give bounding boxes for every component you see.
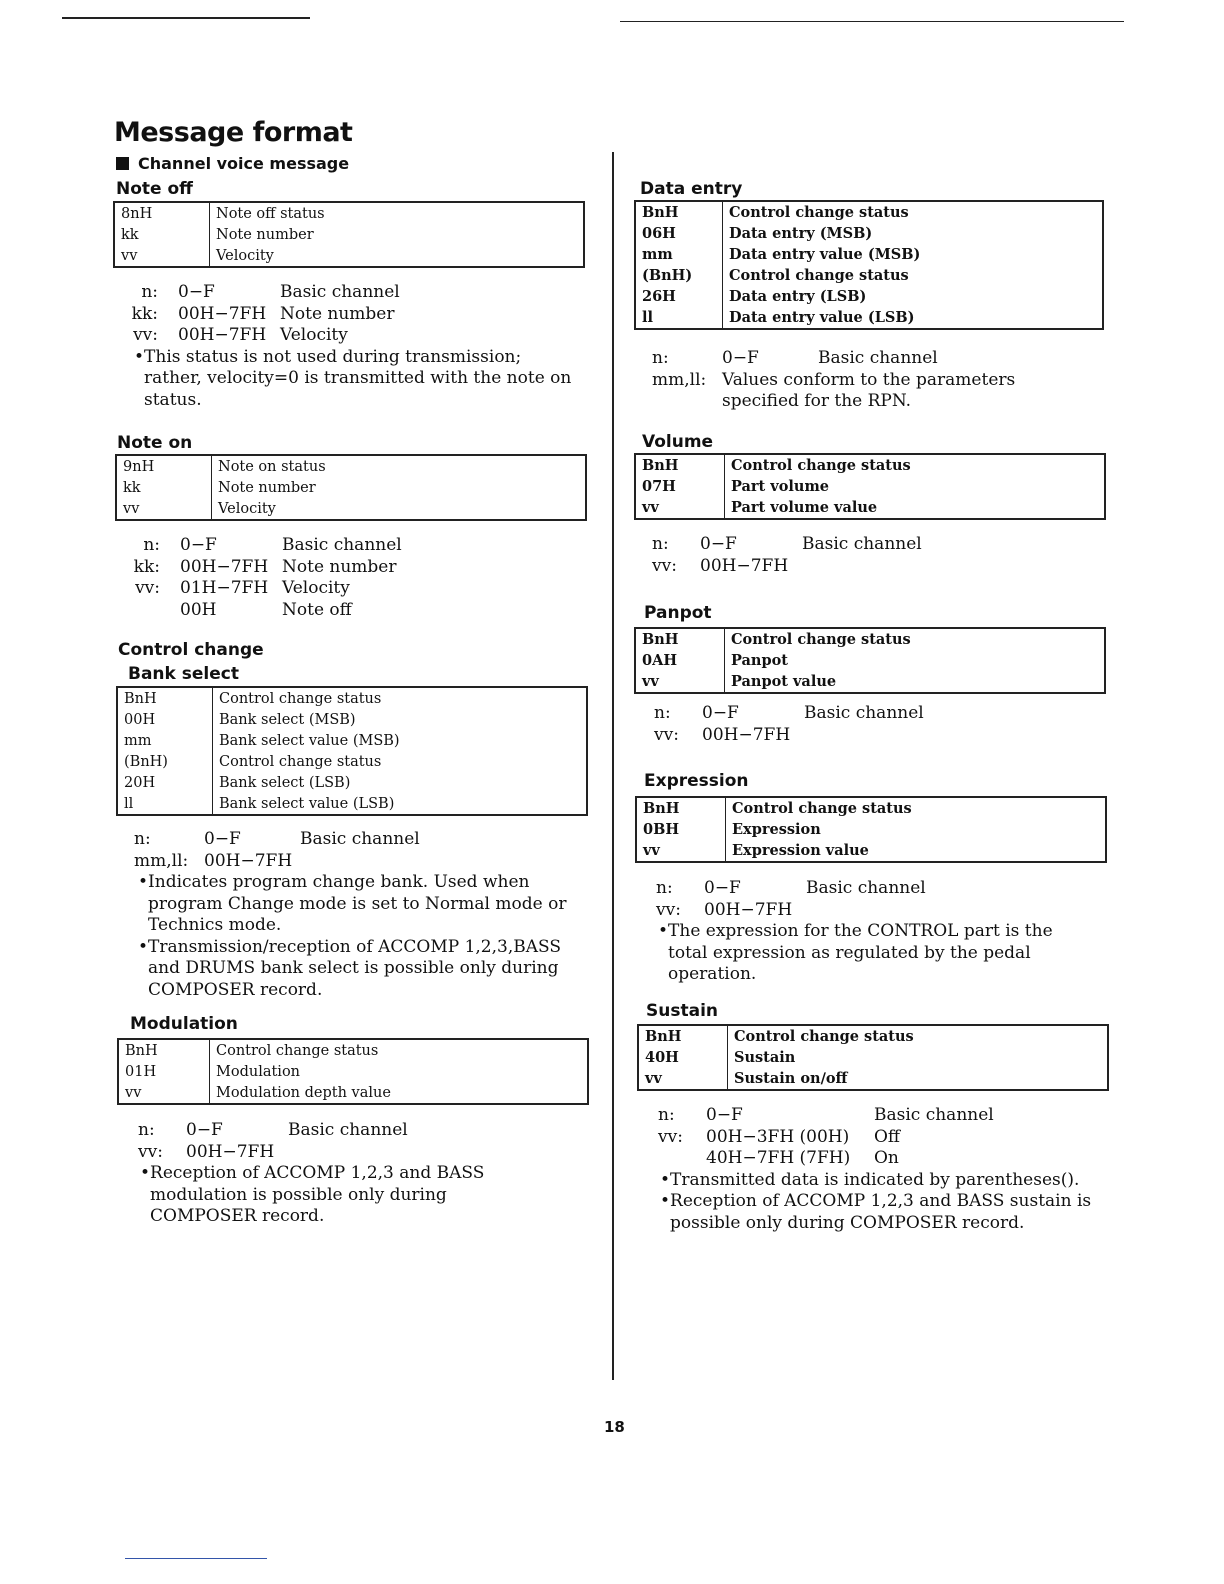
note-off-table — [113, 201, 585, 268]
section-heading-expression: Expression — [644, 771, 749, 791]
table-row — [118, 1061, 588, 1082]
param-row — [658, 1148, 1108, 1170]
table-cell: Bank select (MSB) — [219, 711, 356, 728]
table-row — [635, 201, 1103, 223]
data-entry-params — [652, 348, 1102, 413]
param-range: 00H−7FH — [702, 724, 791, 745]
column-divider — [612, 152, 614, 1380]
table-cell: Data entry value (MSB) — [729, 246, 921, 263]
table-cell: Control change status — [731, 631, 911, 648]
sustain-params — [658, 1105, 1108, 1234]
square-bullet-icon — [116, 157, 129, 170]
param-row — [128, 325, 578, 347]
table-cell: Note number — [216, 226, 314, 243]
param-meaning: Basic channel — [802, 534, 922, 554]
param-key: vv: — [133, 325, 158, 345]
table-cell: kk — [116, 477, 212, 498]
param-row — [654, 725, 1104, 747]
table-cell: Modulation depth value — [216, 1084, 391, 1101]
table-cell: Panpot value — [731, 673, 837, 690]
param-range: 01H−7FH — [180, 578, 269, 598]
param-row — [656, 878, 1106, 900]
table-cell: Control change status — [216, 1042, 379, 1059]
param-key: vv: — [652, 555, 677, 576]
section-heading-bank-select: Bank select — [128, 664, 239, 684]
table-cell: Note on status — [218, 458, 326, 475]
table-cell: BnH — [636, 797, 726, 819]
param-row — [138, 1120, 588, 1142]
param-range: 00H−7FH — [180, 556, 269, 577]
table-cell: vv — [638, 1068, 728, 1090]
table-row — [635, 286, 1103, 307]
table-cell: vv — [635, 671, 725, 693]
param-key: n: — [141, 282, 158, 302]
table-cell: vv — [635, 497, 725, 519]
param-range: 0−F — [700, 534, 737, 554]
param-range: 00H−7FH — [178, 325, 267, 345]
table-cell: 9nH — [116, 455, 212, 477]
table-row — [635, 454, 1105, 476]
param-key — [652, 391, 722, 413]
param-meaning: Off — [874, 1126, 901, 1147]
table-row — [635, 244, 1103, 265]
param-meaning: Basic channel — [818, 348, 938, 368]
table-cell: mm — [117, 730, 213, 751]
table-cell: Velocity — [218, 500, 276, 517]
table-cell: Bank select value (LSB) — [219, 795, 395, 812]
param-key: n: — [138, 1120, 155, 1140]
param-range: 0−F — [722, 348, 759, 368]
table-row — [635, 223, 1103, 244]
param-meaning: Basic channel — [806, 878, 926, 898]
table-row — [638, 1047, 1108, 1068]
sustain-table — [637, 1024, 1109, 1091]
param-row — [138, 1142, 588, 1164]
table-cell: 20H — [117, 772, 213, 793]
param-range: specified for the RPN. — [722, 391, 912, 411]
param-range: Values conform to the parameters — [722, 369, 1016, 390]
table-row — [118, 1082, 588, 1104]
table-row — [117, 793, 587, 815]
table-row — [635, 497, 1105, 519]
param-range: 40H−7FH (7FH) — [706, 1148, 851, 1168]
note-text: •Reception of ACCOMP 1,2,3 and BASS modulation is possible only during COMPOSER record. — [140, 1163, 485, 1226]
param-row — [652, 534, 1102, 556]
table-row — [116, 477, 586, 498]
bank-select-table — [116, 686, 588, 816]
top-rule-right — [620, 21, 1124, 22]
param-range: 00H — [180, 599, 217, 620]
section-heading-sustain: Sustain — [646, 1001, 718, 1021]
table-row — [635, 650, 1105, 671]
param-meaning: Basic channel — [282, 535, 402, 555]
table-cell: Part volume — [731, 478, 830, 495]
param-row — [658, 1105, 1108, 1127]
table-cell: Velocity — [216, 247, 274, 264]
param-key — [658, 1148, 706, 1170]
page-number: 18 — [604, 1418, 625, 1436]
param-row — [130, 600, 580, 622]
param-row — [130, 578, 580, 600]
modulation-table — [117, 1038, 589, 1105]
param-row — [130, 557, 580, 579]
param-key: mm,ll: — [652, 369, 707, 390]
param-key: n: — [658, 1105, 675, 1125]
param-row — [652, 370, 1102, 392]
note-text: •The expression for the CONTROL part is the total expression as regulated by the pedal operation. — [658, 921, 1053, 984]
param-range: 00H−7FH — [178, 303, 267, 324]
param-key: vv: — [656, 899, 681, 920]
table-row — [636, 840, 1106, 862]
param-key: vv: — [654, 724, 679, 745]
param-row — [134, 829, 594, 851]
param-row — [652, 348, 1102, 370]
table-cell: ll — [635, 307, 723, 329]
table-cell: (BnH) — [117, 751, 213, 772]
table-row — [114, 202, 584, 224]
param-key — [130, 600, 160, 622]
param-key: n: — [134, 829, 151, 849]
note-on-table — [115, 454, 587, 521]
table-cell: BnH — [638, 1025, 728, 1047]
volume-table — [634, 453, 1106, 520]
table-cell: Data entry value (LSB) — [729, 309, 915, 326]
param-meaning: Basic channel — [300, 829, 420, 849]
param-range: 0−F — [702, 703, 739, 723]
note-text: •Transmission∕reception of ACCOMP 1,2,3,BASS and DRUMS bank select is possible only during COMPOSER record. — [138, 936, 561, 1000]
table-row — [114, 224, 584, 245]
table-cell: Control change status — [734, 1028, 914, 1045]
table-row — [118, 1039, 588, 1061]
param-row — [128, 304, 578, 326]
table-cell: Part volume value — [731, 499, 878, 516]
table-cell: Modulation — [216, 1063, 301, 1080]
param-key: kk: — [133, 556, 160, 577]
subtitle — [116, 154, 349, 173]
table-row — [117, 709, 587, 730]
section-heading-volume: Volume — [642, 432, 714, 452]
table-cell: 06H — [635, 223, 723, 244]
table-cell: vv — [116, 498, 212, 520]
param-range: 0−F — [178, 282, 215, 302]
top-rule — [62, 17, 310, 19]
table-row — [116, 455, 586, 477]
note-text: •This status is not used during transmission; rather, velocity=0 is transmitted with the note on status. — [134, 346, 572, 410]
param-range: 0−F — [204, 829, 241, 849]
table-cell: BnH — [635, 454, 725, 476]
table-cell: vv — [114, 245, 210, 267]
param-meaning: Basic channel — [280, 282, 400, 302]
note-on-params — [130, 535, 580, 621]
table-row — [638, 1068, 1108, 1090]
table-cell: Control change status — [732, 800, 912, 817]
table-cell: Note off status — [216, 205, 325, 222]
table-row — [117, 687, 587, 709]
param-range: 0−F — [180, 535, 217, 555]
param-row — [658, 1127, 1108, 1149]
param-range: 0−F — [186, 1120, 223, 1140]
table-cell: 26H — [635, 286, 723, 307]
param-key: n: — [656, 878, 673, 898]
param-key: kk: — [131, 303, 158, 324]
param-row — [130, 535, 580, 557]
panpot-params — [654, 703, 1104, 746]
table-row — [117, 730, 587, 751]
table-cell: Note number — [218, 479, 316, 496]
note-text: •Indicates program change bank. Used when program Change mode is set to Normal mode or Technics mode. — [138, 872, 567, 935]
param-key: vv: — [135, 578, 160, 598]
table-cell: Data entry (LSB) — [729, 288, 867, 305]
table-cell: Control change status — [729, 267, 909, 284]
param-range: 00H−3FH (00H) — [706, 1126, 850, 1147]
table-cell: BnH — [117, 687, 213, 709]
expression-params — [656, 878, 1106, 986]
param-key: n: — [652, 348, 669, 368]
table-row — [638, 1025, 1108, 1047]
data-entry-table — [634, 200, 1104, 330]
section-heading-control-change: Control change — [118, 640, 264, 660]
table-row — [635, 671, 1105, 693]
bank-select-params — [134, 829, 594, 1001]
section-heading-note-on: Note on — [117, 433, 193, 453]
section-heading-panpot: Panpot — [644, 603, 712, 623]
param-range: 00H−7FH — [704, 899, 793, 920]
table-cell: BnH — [635, 201, 723, 223]
table-cell: (BnH) — [635, 265, 723, 286]
bottom-rule — [125, 1558, 267, 1559]
param-range: 0−F — [704, 878, 741, 898]
table-cell: Sustain — [734, 1049, 796, 1066]
param-range: 00H−7FH — [700, 555, 789, 576]
param-range: 0−F — [706, 1105, 743, 1125]
table-cell: Control change status — [731, 457, 911, 474]
table-row — [636, 819, 1106, 840]
note-text: •Transmitted data is indicated by parentheses(). — [660, 1169, 1080, 1190]
param-meaning: Basic channel — [288, 1120, 408, 1140]
modulation-params — [138, 1120, 588, 1228]
param-range: 00H−7FH — [204, 850, 293, 871]
table-cell: BnH — [635, 628, 725, 650]
table-cell: Control change status — [219, 690, 382, 707]
param-key: n: — [652, 534, 669, 554]
table-row — [117, 772, 587, 793]
table-row — [636, 797, 1106, 819]
panpot-table — [634, 627, 1106, 694]
table-cell: vv — [118, 1082, 210, 1104]
table-cell: 0AH — [635, 650, 725, 671]
table-cell: 0BH — [636, 819, 726, 840]
param-row — [128, 282, 578, 304]
subtitle-text: Channel voice message — [138, 154, 350, 173]
param-key: mm,ll: — [134, 850, 189, 871]
param-meaning: Basic channel — [874, 1105, 994, 1125]
table-row — [114, 245, 584, 267]
table-cell: 01H — [118, 1061, 210, 1082]
table-row — [635, 307, 1103, 329]
expression-table — [635, 796, 1107, 863]
note-text: •Reception of ACCOMP 1,2,3 and BASS sustain is possible only during COMPOSER record. — [660, 1191, 1092, 1233]
table-cell: 00H — [117, 709, 213, 730]
param-row — [656, 900, 1106, 922]
param-key: vv: — [658, 1126, 683, 1147]
section-heading-modulation: Modulation — [130, 1014, 238, 1034]
table-cell: 40H — [638, 1047, 728, 1068]
table-cell: kk — [114, 224, 210, 245]
table-cell: Control change status — [729, 204, 909, 221]
param-key: n: — [143, 535, 160, 555]
param-row — [134, 851, 594, 873]
param-meaning: Basic channel — [804, 703, 924, 723]
table-row — [635, 628, 1105, 650]
param-meaning: Note number — [280, 303, 395, 324]
page-title: Message format — [114, 117, 353, 148]
param-row — [654, 703, 1104, 725]
table-cell: 07H — [635, 476, 725, 497]
param-row — [652, 391, 1102, 413]
table-row — [116, 498, 586, 520]
table-cell: Expression — [732, 821, 821, 838]
table-cell: mm — [635, 244, 723, 265]
param-row — [652, 556, 1102, 578]
table-cell: Sustain on∕off — [734, 1070, 848, 1087]
table-cell: vv — [636, 840, 726, 862]
param-meaning: On — [874, 1148, 899, 1168]
volume-params — [652, 534, 1102, 577]
param-key: n: — [654, 703, 671, 723]
section-heading-data-entry: Data entry — [640, 179, 743, 199]
note-off-params — [128, 282, 578, 411]
table-cell: Bank select (LSB) — [219, 774, 351, 791]
param-meaning: Velocity — [282, 578, 350, 598]
table-cell: Expression value — [732, 842, 869, 859]
table-cell: Data entry (MSB) — [729, 225, 873, 242]
param-key: vv: — [138, 1141, 163, 1162]
table-row — [635, 476, 1105, 497]
table-cell: BnH — [118, 1039, 210, 1061]
section-heading-note-off: Note off — [116, 179, 193, 199]
table-cell: Panpot — [731, 652, 788, 669]
table-row — [117, 751, 587, 772]
table-cell: 8nH — [114, 202, 210, 224]
table-cell: Control change status — [219, 753, 382, 770]
param-meaning: Velocity — [280, 325, 348, 345]
param-range: 00H−7FH — [186, 1141, 275, 1162]
table-cell: ll — [117, 793, 213, 815]
param-meaning: Note number — [282, 556, 397, 577]
table-row — [635, 265, 1103, 286]
table-cell: Bank select value (MSB) — [219, 732, 400, 749]
param-meaning: Note off — [282, 599, 352, 620]
